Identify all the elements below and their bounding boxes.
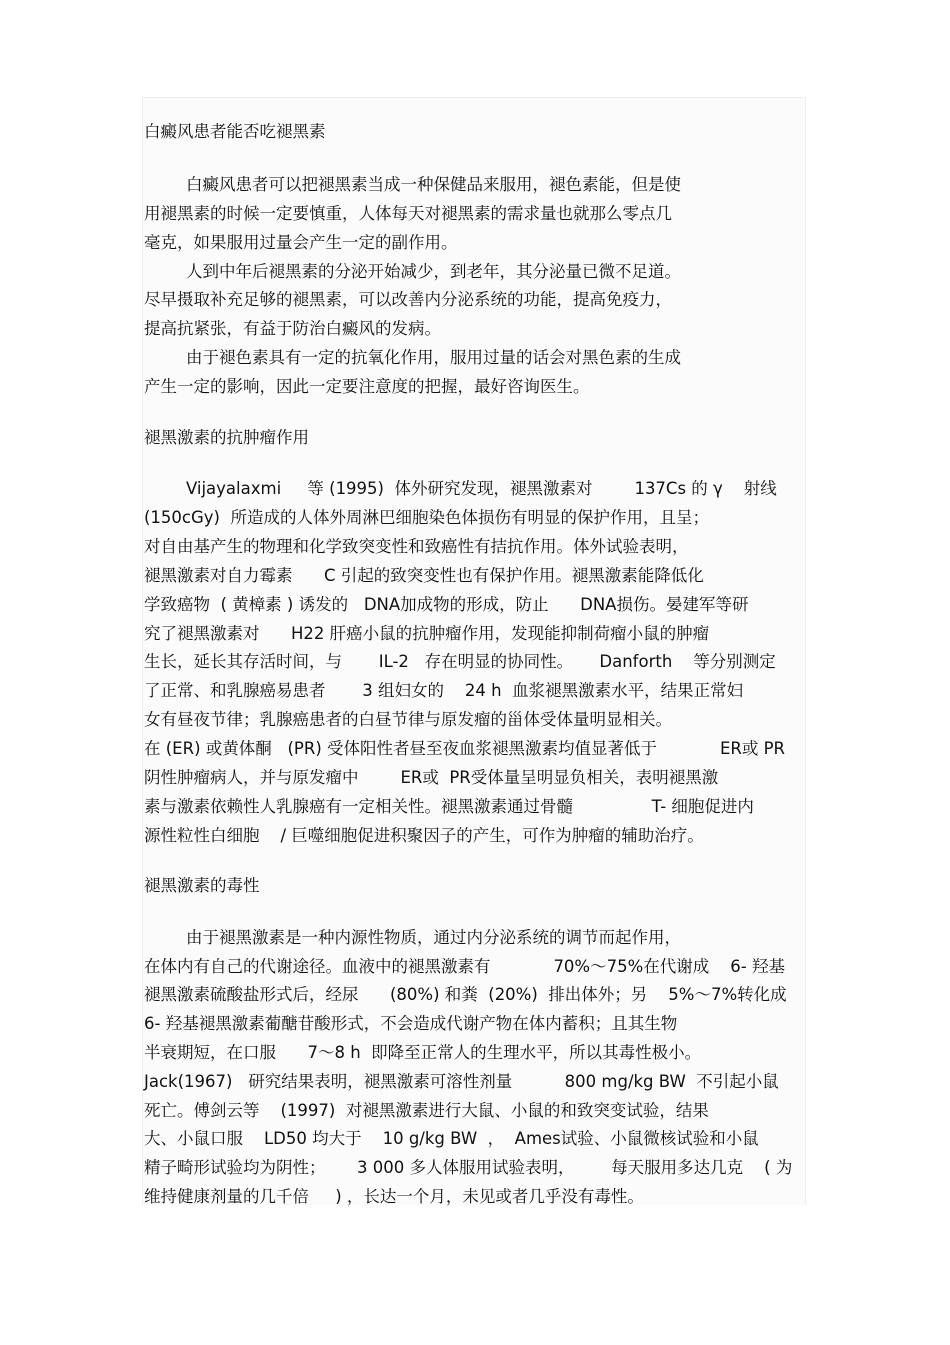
paragraph-line: 提高抗紧张，有益于防治白癜风的发病。	[144, 319, 441, 338]
paragraph-line: 产生一定的影响，因此一定要注意度的把握，最好咨询医生。	[144, 377, 590, 396]
paragraph-line: 素与激素依赖性人乳腺癌有一定相关性。褪黑激素通过骨髓 T- 细胞促进内	[144, 797, 754, 816]
paragraph-line: 大、小鼠口服 LD50 均大于 10 g/kg BW ， Ames试验、小鼠微核试验和小鼠	[144, 1129, 759, 1148]
paragraph-line: Jack(1967) 研究结果表明，褪黑激素可溶性剂量 800 mg/kg BW 不引起小鼠	[144, 1072, 779, 1091]
paragraph-line: 6- 羟基褪黑激素葡醣苷酸形式，不会造成代谢产物在体内蓄积；且其生物	[144, 1014, 678, 1033]
paragraph-line: 阴性肿瘤病人，并与原发瘤中 ER或 PR受体量呈明显负相关，表明褪黑激	[144, 768, 719, 787]
paragraph-line: 在体内有自己的代谢途径。血液中的褪黑激素有 70%～75%在代谢成 6- 羟基	[144, 957, 785, 976]
paragraph-line: 褪黑激素硫酸盐形式后，经尿 (80%) 和粪 (20%) 排出体外；另 5%～7%转化成	[144, 985, 787, 1004]
section-heading-vitiligo: 白癜风患者能否吃褪黑素	[144, 122, 326, 141]
paragraph-line: 了正常、和乳腺癌易患者 3 组妇女的 24 h 血浆褪黑激素水平，结果正常妇	[144, 681, 744, 700]
paragraph-line: 维持健康剂量的几千倍 ) ，长达一个月，未见或者几乎没有毒性。	[144, 1187, 644, 1206]
paragraph-line: 用褪黑素的时候一定要慎重，人体每天对褪黑素的需求量也就那么零点几	[144, 204, 672, 223]
section-heading-toxicity: 褪黑激素的毒性	[144, 876, 260, 895]
paragraph-line: 毫克，如果服用过量会产生一定的副作用。	[144, 233, 458, 252]
paragraph-line: 由于褪色素具有一定的抗氧化作用，服用过量的话会对黑色素的生成	[144, 348, 681, 367]
paragraph-line: 在 (ER) 或黄体酮 (PR) 受体阳性者昼至夜血浆褪黑激素均值显著低于 ER或 PR	[144, 739, 786, 758]
paragraph-line: (150cGy) 所造成的人体外周淋巴细胞染色体损伤有明显的保护作用，且呈；	[144, 508, 709, 527]
paragraph-line: 对自由基产生的物理和化学致突变性和致癌性有拮抗作用。体外试验表明，	[144, 537, 689, 556]
paragraph-line: 女有昼夜节律；乳腺癌患者的白昼节律与原发瘤的甾体受体量明显相关。	[144, 710, 672, 729]
paragraph-line: 半衰期短，在口服 7～8 h 即降至正常人的生理水平，所以其毒性极小。	[144, 1043, 702, 1062]
paragraph-line: 白癜风患者可以把褪黑素当成一种保健品来服用，褪色素能，但是使	[144, 175, 681, 194]
paragraph-line: 源性粒性白细胞 / 巨噬细胞促进积聚因子的产生，可作为肿瘤的辅助治疗。	[144, 826, 704, 845]
paragraph-line: Vijayalaxmi 等 (1995) 体外研究发现，褪黑激素对 137Cs 的 γ 射线	[144, 479, 777, 498]
paragraph-line: 精子畸形试验均为阴性； 3 000 多人体服用试验表明， 每天服用多达几克 ( 为	[144, 1158, 793, 1177]
paragraph-line: 死亡。傅剑云等 (1997) 对褪黑激素进行大鼠、小鼠的和致突变试验，结果	[144, 1101, 709, 1120]
paragraph-line: 褪黑激素对自力霉素 C 引起的致突变性也有保护作用。褪黑激素能降低化	[144, 566, 704, 585]
section-heading-antitumor: 褪黑激素的抗肿瘤作用	[144, 428, 309, 447]
paragraph-line: 学致癌物 ( 黄樟素 ) 诱发的 DNA加成物的形成，防止 DNA损伤。晏建军等研	[144, 595, 749, 614]
paragraph-line: 尽早摄取补充足够的褪黑素，可以改善内分泌系统的功能，提高免疫力，	[144, 290, 672, 309]
paragraph-line: 由于褪黑激素是一种内源性物质，通过内分泌系统的调节而起作用，	[144, 928, 681, 947]
paragraph-line: 人到中年后褪黑素的分泌开始减少，到老年，其分泌量已微不足道。	[144, 262, 681, 281]
paragraph-line: 生长，延长其存活时间，与 IL-2 存在明显的协同性。 Danforth 等分别测定	[144, 652, 776, 671]
paragraph-line: 究了褪黑激素对 H22 肝癌小鼠的抗肿瘤作用，发现能抑制荷瘤小鼠的肿瘤	[144, 624, 710, 643]
